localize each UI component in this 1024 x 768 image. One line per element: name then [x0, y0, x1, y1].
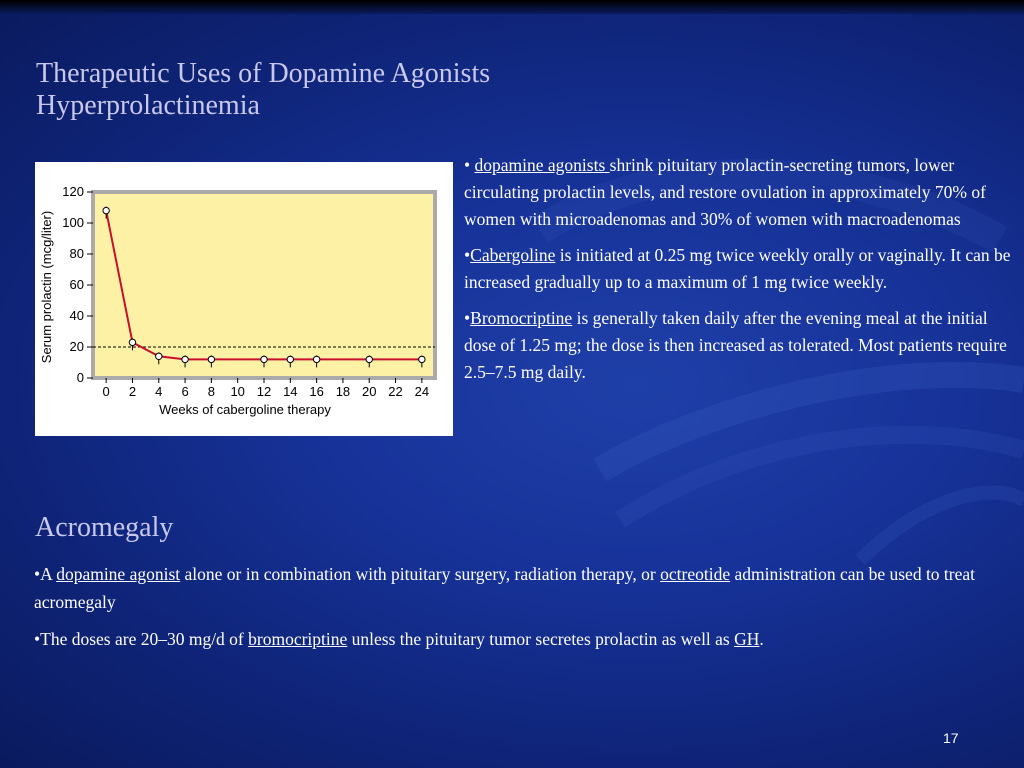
- y-tick-label: 20: [69, 339, 84, 354]
- y-axis-label: Serum prolactin (mcg/liter): [39, 210, 54, 364]
- acromegaly-heading: Acromegaly: [35, 512, 174, 543]
- bullet-text: .: [759, 629, 764, 649]
- data-point: [419, 356, 425, 362]
- chart-svg: [35, 162, 453, 436]
- bullet-cabergoline: [464, 242, 1012, 296]
- y-tick-label: 0: [76, 370, 84, 385]
- link-dopamine-agonist[interactable]: dopamine agonist: [56, 564, 181, 584]
- x-tick-label: 18: [335, 384, 351, 399]
- link-bromocriptine[interactable]: Bromocriptine: [470, 308, 573, 328]
- data-point: [366, 356, 372, 362]
- data-point: [208, 356, 214, 362]
- x-tick-label: 12: [256, 384, 272, 399]
- data-point: [129, 339, 135, 345]
- x-tick-label: 14: [283, 384, 298, 399]
- data-point: [182, 356, 188, 362]
- acromegaly-bullets: [34, 560, 994, 662]
- x-tick-label: 20: [361, 384, 377, 399]
- x-tick-label: 22: [388, 384, 403, 399]
- bullet-marker: •: [464, 308, 471, 328]
- x-tick-label: 24: [414, 384, 430, 399]
- plot-background: [93, 192, 435, 378]
- bullet-dopamine-agonists: [464, 152, 1012, 233]
- link-gh[interactable]: GH: [734, 629, 760, 649]
- link-dopamine-agonists[interactable]: dopamine agonists: [474, 155, 610, 175]
- data-point: [287, 356, 293, 362]
- data-point: [103, 207, 109, 213]
- y-tick-label: 40: [69, 308, 84, 323]
- x-axis-label: Weeks of cabergoline therapy: [159, 402, 331, 417]
- y-tick-label: 60: [69, 277, 84, 292]
- data-point: [156, 353, 162, 359]
- bullet-text: •A: [34, 564, 57, 584]
- top-bar: [0, 0, 1024, 14]
- bullet-text: is generally taken daily after the evening meal at the initial dose of 1.25 mg; the dose is then increased as tolerated. Most patients require 2.5–7.5 mg daily.: [464, 308, 1007, 382]
- title-line-2: Hyperprolactinemia: [36, 90, 260, 121]
- data-point: [261, 356, 267, 362]
- link-cabergoline[interactable]: Cabergoline: [470, 245, 556, 265]
- x-tick-label: 6: [181, 384, 189, 399]
- prolactin-chart: [35, 162, 453, 436]
- x-tick-label: 16: [309, 384, 324, 399]
- y-tick-label: 100: [62, 215, 84, 230]
- link-octreotide[interactable]: octreotide: [660, 564, 731, 584]
- bullet-acromegaly-treatment: [34, 560, 994, 616]
- bullet-text: alone or in combination with pituitary surgery, radiation therapy, or: [180, 564, 661, 584]
- bullet-text: unless the pituitary tumor secretes prolactin as well as: [347, 629, 735, 649]
- link-bromocriptine-2[interactable]: bromocriptine: [248, 629, 348, 649]
- x-tick-label: 10: [230, 384, 245, 399]
- y-tick-label: 120: [62, 184, 84, 199]
- x-tick-label: 4: [155, 384, 163, 399]
- title-line-1: Therapeutic Uses of Dopamine Agonists: [36, 58, 491, 89]
- x-tick-label: 2: [128, 384, 137, 399]
- bullet-marker: •: [464, 245, 471, 265]
- x-tick-label: 0: [102, 384, 110, 399]
- bullet-text: is initiated at 0.25 mg twice weekly orally or vaginally. It can be increased gradually up to a maximum of 1 mg twice weekly.: [464, 245, 1011, 292]
- bullet-marker: •: [464, 155, 475, 175]
- bullet-text: •The doses are 20–30 mg/d of: [34, 629, 249, 649]
- page-number: 17: [943, 730, 959, 746]
- slide-title: [36, 58, 490, 122]
- y-tick-label: 80: [69, 246, 84, 261]
- bullet-text: shrink pituitary prolactin-secreting tumors, lower circulating prolactin levels, and restore ovulation in approximately 70% of women with microadenomas and 30% of women with macroadenomas: [464, 155, 986, 229]
- bullet-bromocriptine: [464, 305, 1012, 386]
- hyperprolactinemia-bullets: [464, 152, 1012, 395]
- bullet-text: administration can be used to treat acromegaly: [34, 564, 976, 612]
- data-point: [313, 356, 319, 362]
- bullet-acromegaly-doses: [34, 625, 994, 653]
- x-tick-label: 8: [207, 384, 216, 399]
